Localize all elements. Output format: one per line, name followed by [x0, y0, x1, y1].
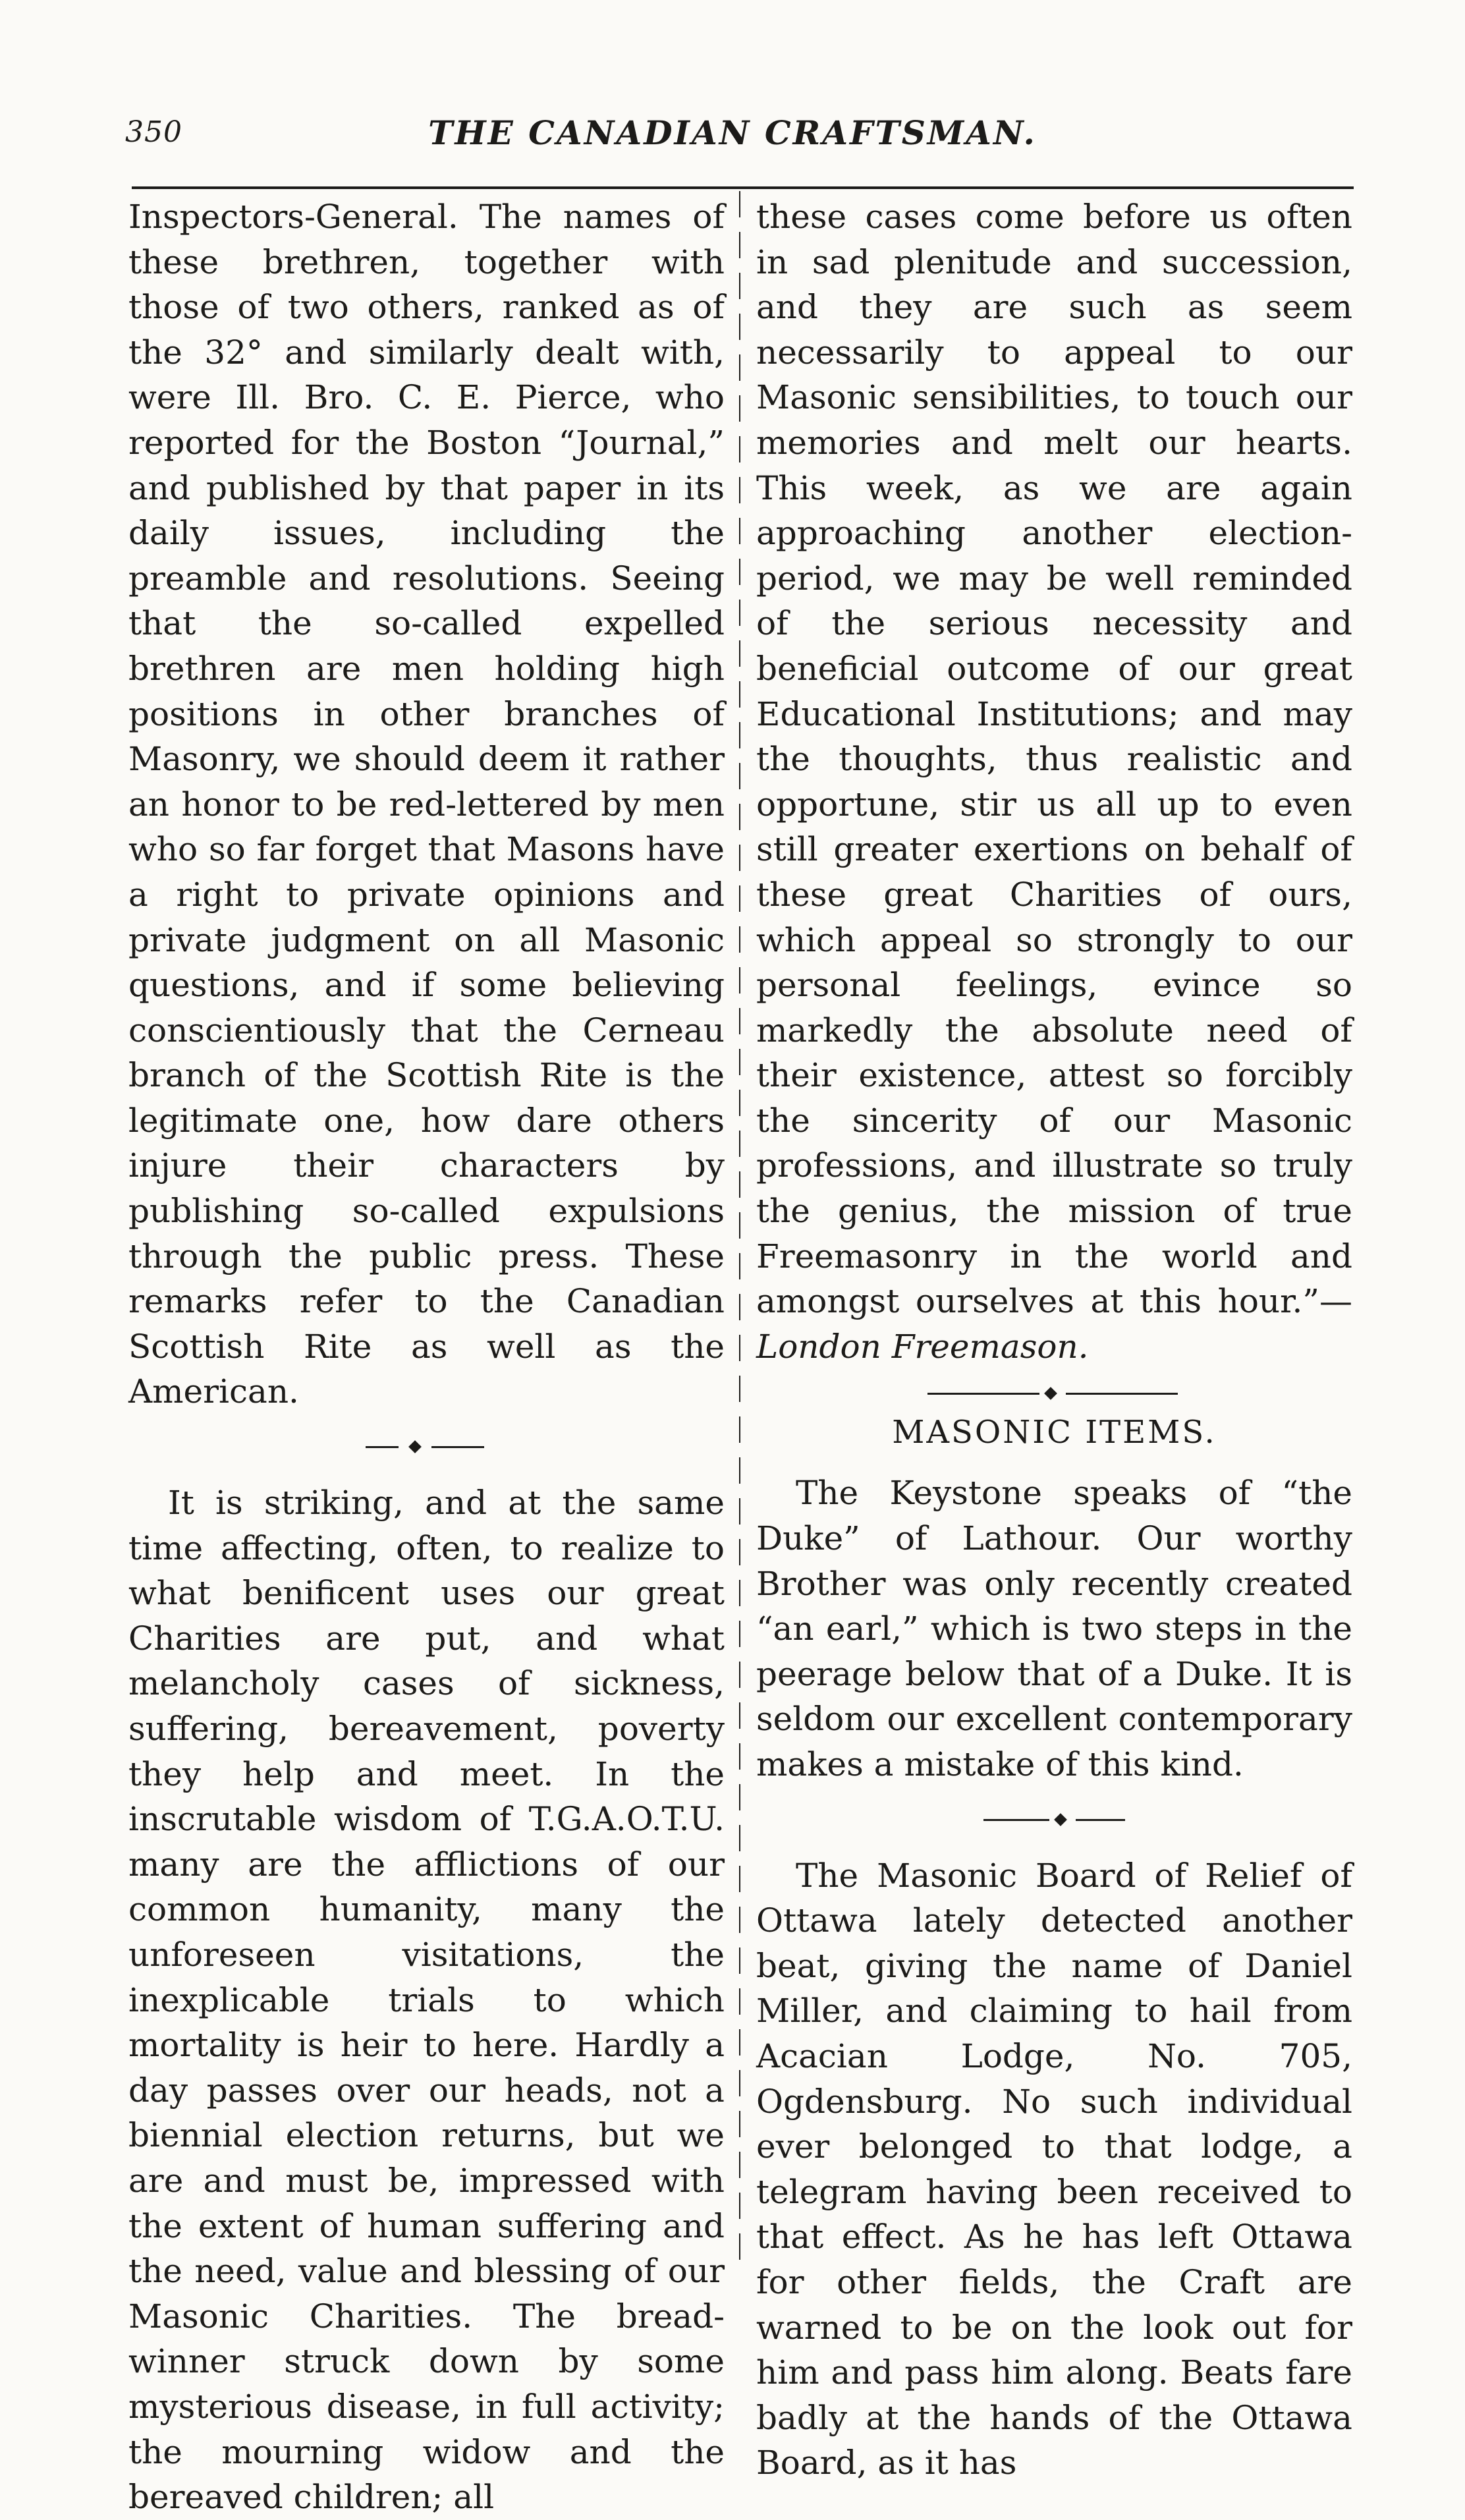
- left-paragraph-2: It is striking, and at the same time affecting, often, to realize to what benificent uses our great Charities are put, and what melancholy cases of sickness, suffering, bereavement, poverty they help and meet. In the inscrutable wisdom of T.G.A.O.T.U. many are the afflictions of our common humanity, many the unforeseen visitations, the inexplicable trials to which mortality is heir to here. Hardly a day passes over our heads, not a biennial election returns, but we are and must be, impressed with the extent of human suffering and the need, value and blessing of our Masonic Charities. The bread-winner struck down by some mysterious disease, in full activity; the mourning widow and the bereaved children; all: [128, 1484, 725, 2517]
- column-divider: [739, 191, 740, 2266]
- item-paragraph-2: The Masonic Board of Relief of Ottawa lately detected another beat, giving the name of Daniel Miller, and claiming to hail from Acacian Lodge, No. 705, Ogdensburg. No such individual ever belonged to that lodge, a telegram having been received to that effect. As he has left Ottawa for other fields, the Craft are warned to be on the look out for him and pass him along. Beats fare badly at the hands of the Ottawa Board, as it has: [756, 1856, 1352, 2482]
- section-separator: [756, 1369, 1352, 1409]
- section-separator: [128, 1414, 725, 1480]
- source-attribution: London Freemason.: [756, 1327, 1089, 1366]
- item-paragraph-1: The Keystone speaks of “the Duke” of Lathour. Our worthy Brother was only recently created “an earl,” which is two steps in the peerage below that of a Duke. It is seldom our excellent contemporary makes a mistake of this kind.: [756, 1474, 1352, 1783]
- item-separator: [756, 1787, 1352, 1853]
- left-paragraph-1: Inspectors-General. The names of these brethren, together with those of two others, ranked as of the 32° and similarly dealt with, were Ill. Bro. C. E. Pierce, who reported for the Boston “Journal,” and published by that paper in its daily issues, including the preamble and resolutions. Seeing that the so-called expelled brethren are men holding high positions in other branches of Masonry, we should deem it rather an honor to be red-lettered by men who so far forget that Masons have a right to private opinions and private judgment on all Masonic questions, and if some believing conscientiously that the Cerneau branch of the Scottish Rite is the legitimate one, how dare others injure their characters by publishing so-called expulsions through the public press. These remarks refer to the Canadian Scottish Rite as well as the American.: [128, 198, 725, 1411]
- section-title: MASONIC ITEMS.: [892, 1414, 1217, 1451]
- left-column: [128, 194, 725, 2520]
- header-rule: [132, 186, 1354, 189]
- right-paragraph-1: [756, 194, 1352, 1369]
- right-paragraph-1-text: these cases come before us often in sad plenitude and succession, and they are such as seem necessarily to appeal to our Masonic sensibilities, to touch our memories and melt our hearts. This week, as we are again approaching another election-period, we may be well reminded of the serious necessity and beneficial outcome of our great Educational Institutions; and may the thoughts, thus realistic and opportune, stir us all up to even still greater exertions on behalf of these great Charities of ours, which appeal so strongly to our personal feelings, evince so markedly the absolute need of their existence, attest so forcibly the sincerity of our Masonic professions, and illustrate so truly the genius, the mission of true Freemasonry in the world and amongst ourselves at this hour.”—: [756, 198, 1352, 1321]
- right-column: [756, 194, 1352, 2486]
- page-number: 350: [125, 115, 182, 149]
- running-head: THE CANADIAN CRAFTSMAN.: [428, 113, 1037, 152]
